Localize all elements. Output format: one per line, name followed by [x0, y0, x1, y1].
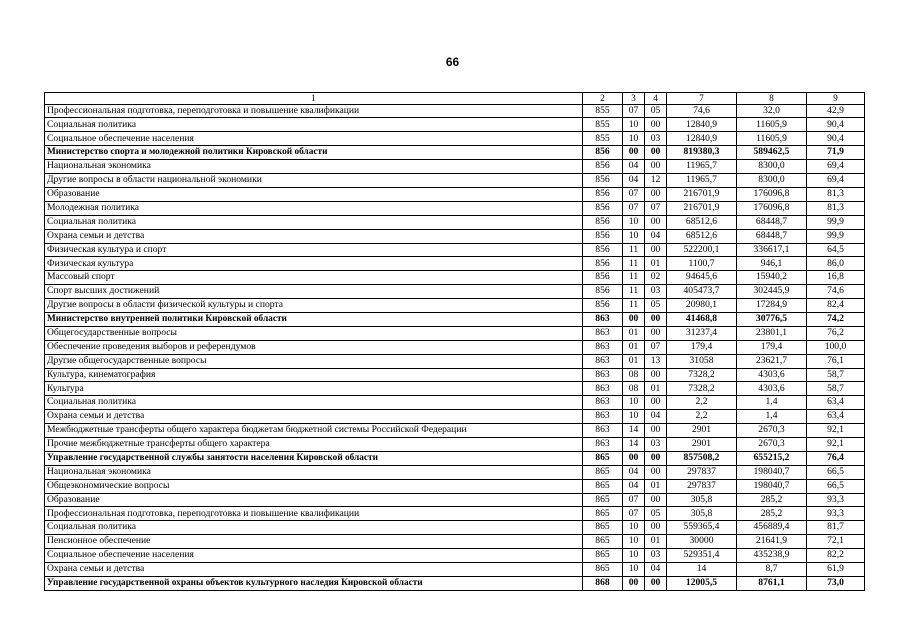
row-code-cell: 865 [583, 479, 623, 493]
row-code-cell: 865 [583, 535, 623, 549]
table-row [45, 382, 865, 396]
row-code-cell: 865 [583, 507, 623, 521]
header-cell: 7 [667, 93, 737, 105]
table-row-department [45, 146, 865, 160]
row-section-cell: 04 [623, 160, 645, 174]
row-actual-cell: 176096,8 [737, 201, 807, 215]
row-section-cell: 01 [623, 340, 645, 354]
table-row [45, 104, 865, 118]
header-cell: 2 [583, 93, 623, 105]
row-actual-cell: 32,0 [737, 104, 807, 118]
row-code-cell: 863 [583, 312, 623, 326]
row-percent-cell: 93,3 [807, 493, 865, 507]
table-row [45, 535, 865, 549]
table-row [45, 507, 865, 521]
table-row [45, 549, 865, 563]
row-section-cell: 07 [623, 187, 645, 201]
row-subsection-cell: 00 [645, 368, 667, 382]
row-section-cell: 11 [623, 271, 645, 285]
row-subsection-cell: 05 [645, 299, 667, 313]
row-plan-cell: 31237,4 [667, 326, 737, 340]
row-name-cell: Культура, кинематография [45, 368, 583, 382]
row-code-cell: 863 [583, 382, 623, 396]
table-row [45, 368, 865, 382]
row-actual-cell: 2670,3 [737, 437, 807, 451]
table-row [45, 465, 865, 479]
row-name-cell: Пенсионное обеспечение [45, 535, 583, 549]
row-section-cell: 04 [623, 174, 645, 188]
row-actual-cell: 68448,7 [737, 215, 807, 229]
table-header-row [45, 93, 865, 105]
row-code-cell: 856 [583, 285, 623, 299]
row-percent-cell: 16,8 [807, 271, 865, 285]
row-actual-cell: 15940,2 [737, 271, 807, 285]
row-subsection-cell: 05 [645, 507, 667, 521]
row-plan-cell: 11965,7 [667, 160, 737, 174]
row-plan-cell: 2,2 [667, 396, 737, 410]
table-row [45, 299, 865, 313]
row-code-cell: 863 [583, 340, 623, 354]
row-name-cell: Общегосударственные вопросы [45, 326, 583, 340]
row-name-cell: Межбюджетные трансферты общего характера бюджетам бюджетной системы Российской Федерации [45, 424, 583, 438]
row-name-cell: Прочие межбюджетные трансферты общего характера [45, 437, 583, 451]
row-code-cell: 863 [583, 410, 623, 424]
row-section-cell: 14 [623, 424, 645, 438]
row-name-cell: Министерство спорта и молодежной политики Кировской области [45, 146, 583, 160]
row-actual-cell: 589462,5 [737, 146, 807, 160]
row-section-cell: 10 [623, 521, 645, 535]
row-name-cell: Национальная экономика [45, 160, 583, 174]
row-code-cell: 856 [583, 243, 623, 257]
row-actual-cell: 4303,6 [737, 368, 807, 382]
row-plan-cell: 297837 [667, 465, 737, 479]
row-code-cell: 856 [583, 187, 623, 201]
row-plan-cell: 74,6 [667, 104, 737, 118]
row-code-cell: 863 [583, 326, 623, 340]
table-row [45, 437, 865, 451]
row-actual-cell: 23621,7 [737, 354, 807, 368]
row-actual-cell: 21641,9 [737, 535, 807, 549]
row-subsection-cell: 03 [645, 549, 667, 563]
row-plan-cell: 68512,6 [667, 229, 737, 243]
row-name-cell: Социальное обеспечение населения [45, 549, 583, 563]
row-percent-cell: 82,2 [807, 549, 865, 563]
row-section-cell: 10 [623, 549, 645, 563]
header-cell: 3 [623, 93, 645, 105]
row-plan-cell: 14 [667, 562, 737, 576]
row-subsection-cell: 04 [645, 562, 667, 576]
row-section-cell: 10 [623, 132, 645, 146]
row-percent-cell: 99,9 [807, 229, 865, 243]
row-subsection-cell: 04 [645, 229, 667, 243]
row-code-cell: 863 [583, 424, 623, 438]
table-row-department [45, 451, 865, 465]
row-actual-cell: 30776,5 [737, 312, 807, 326]
row-percent-cell: 58,7 [807, 382, 865, 396]
row-percent-cell: 99,9 [807, 215, 865, 229]
row-subsection-cell: 00 [645, 576, 667, 590]
row-percent-cell: 66,5 [807, 479, 865, 493]
row-percent-cell: 73,0 [807, 576, 865, 590]
row-section-cell: 14 [623, 437, 645, 451]
row-actual-cell: 8,7 [737, 562, 807, 576]
row-code-cell: 863 [583, 368, 623, 382]
row-actual-cell: 23801,1 [737, 326, 807, 340]
row-code-cell: 863 [583, 437, 623, 451]
row-code-cell: 855 [583, 118, 623, 132]
row-name-cell: Физическая культура [45, 257, 583, 271]
row-actual-cell: 8761,1 [737, 576, 807, 590]
row-subsection-cell: 07 [645, 201, 667, 215]
row-actual-cell: 2670,3 [737, 424, 807, 438]
row-subsection-cell: 03 [645, 132, 667, 146]
row-percent-cell: 90,4 [807, 132, 865, 146]
row-plan-cell: 529351,4 [667, 549, 737, 563]
row-percent-cell: 71,9 [807, 146, 865, 160]
row-code-cell: 865 [583, 521, 623, 535]
budget-table [44, 92, 865, 591]
row-plan-cell: 297837 [667, 479, 737, 493]
table-row [45, 479, 865, 493]
row-plan-cell: 31058 [667, 354, 737, 368]
row-subsection-cell: 04 [645, 410, 667, 424]
row-actual-cell: 285,2 [737, 507, 807, 521]
row-name-cell: Спорт высших достижений [45, 285, 583, 299]
row-section-cell: 10 [623, 118, 645, 132]
row-actual-cell: 8300,0 [737, 174, 807, 188]
table-row [45, 562, 865, 576]
row-name-cell: Обеспечение проведения выборов и референдумов [45, 340, 583, 354]
row-name-cell: Управление государственной охраны объектов культурного наследия Кировской области [45, 576, 583, 590]
row-name-cell: Охрана семьи и детства [45, 562, 583, 576]
row-actual-cell: 946,1 [737, 257, 807, 271]
row-plan-cell: 41468,8 [667, 312, 737, 326]
row-section-cell: 08 [623, 368, 645, 382]
table-row [45, 285, 865, 299]
row-subsection-cell: 00 [645, 521, 667, 535]
row-actual-cell: 11605,9 [737, 132, 807, 146]
row-actual-cell: 1,4 [737, 410, 807, 424]
row-subsection-cell: 00 [645, 451, 667, 465]
row-name-cell: Общеэкономические вопросы [45, 479, 583, 493]
row-section-cell: 01 [623, 354, 645, 368]
row-name-cell: Социальная политика [45, 521, 583, 535]
row-subsection-cell: 00 [645, 465, 667, 479]
row-section-cell: 11 [623, 285, 645, 299]
row-percent-cell: 81,3 [807, 187, 865, 201]
row-plan-cell: 12840,9 [667, 118, 737, 132]
row-subsection-cell: 03 [645, 437, 667, 451]
row-plan-cell: 559365,4 [667, 521, 737, 535]
table-row [45, 354, 865, 368]
row-actual-cell: 198040,7 [737, 465, 807, 479]
row-code-cell: 856 [583, 201, 623, 215]
row-name-cell: Образование [45, 187, 583, 201]
row-section-cell: 07 [623, 493, 645, 507]
header-cell: 8 [737, 93, 807, 105]
table-row [45, 396, 865, 410]
row-subsection-cell: 12 [645, 174, 667, 188]
row-subsection-cell: 00 [645, 160, 667, 174]
table-row [45, 118, 865, 132]
row-subsection-cell: 05 [645, 104, 667, 118]
table-row [45, 243, 865, 257]
row-plan-cell: 30000 [667, 535, 737, 549]
row-actual-cell: 8300,0 [737, 160, 807, 174]
row-percent-cell: 72,1 [807, 535, 865, 549]
row-name-cell: Профессиональная подготовка, переподготовка и повышение квалификации [45, 507, 583, 521]
row-section-cell: 11 [623, 299, 645, 313]
row-percent-cell: 76,1 [807, 354, 865, 368]
row-subsection-cell: 01 [645, 479, 667, 493]
header-cell: 1 [45, 93, 583, 105]
row-name-cell: Социальная политика [45, 215, 583, 229]
row-subsection-cell: 00 [645, 118, 667, 132]
row-actual-cell: 456889,4 [737, 521, 807, 535]
table-row [45, 174, 865, 188]
header-cell: 4 [645, 93, 667, 105]
row-name-cell: Профессиональная подготовка, переподготовка и повышение квалификации [45, 104, 583, 118]
row-actual-cell: 336617,1 [737, 243, 807, 257]
row-section-cell: 10 [623, 229, 645, 243]
row-name-cell: Другие общегосударственные вопросы [45, 354, 583, 368]
row-plan-cell: 405473,7 [667, 285, 737, 299]
row-actual-cell: 11605,9 [737, 118, 807, 132]
row-subsection-cell: 00 [645, 187, 667, 201]
row-actual-cell: 1,4 [737, 396, 807, 410]
row-plan-cell: 1100,7 [667, 257, 737, 271]
row-subsection-cell: 00 [645, 493, 667, 507]
row-subsection-cell: 00 [645, 215, 667, 229]
row-name-cell: Молодежная политика [45, 201, 583, 215]
row-plan-cell: 7328,2 [667, 382, 737, 396]
row-name-cell: Национальная экономика [45, 465, 583, 479]
row-plan-cell: 20980,1 [667, 299, 737, 313]
row-name-cell: Массовый спорт [45, 271, 583, 285]
row-subsection-cell: 00 [645, 312, 667, 326]
row-section-cell: 00 [623, 312, 645, 326]
row-code-cell: 856 [583, 146, 623, 160]
row-section-cell: 07 [623, 507, 645, 521]
row-name-cell: Управление государственной службы занятости населения Кировской области [45, 451, 583, 465]
row-percent-cell: 82,4 [807, 299, 865, 313]
row-percent-cell: 81,7 [807, 521, 865, 535]
row-plan-cell: 7328,2 [667, 368, 737, 382]
row-plan-cell: 216701,9 [667, 187, 737, 201]
row-plan-cell: 305,8 [667, 493, 737, 507]
row-percent-cell: 93,3 [807, 507, 865, 521]
row-percent-cell: 63,4 [807, 396, 865, 410]
table-row [45, 215, 865, 229]
row-actual-cell: 176096,8 [737, 187, 807, 201]
row-percent-cell: 69,4 [807, 160, 865, 174]
row-section-cell: 10 [623, 410, 645, 424]
row-code-cell: 865 [583, 493, 623, 507]
row-subsection-cell: 01 [645, 382, 667, 396]
row-section-cell: 04 [623, 465, 645, 479]
table-row [45, 160, 865, 174]
row-subsection-cell: 02 [645, 271, 667, 285]
row-plan-cell: 819380,3 [667, 146, 737, 160]
row-name-cell: Образование [45, 493, 583, 507]
row-section-cell: 07 [623, 201, 645, 215]
row-code-cell: 865 [583, 562, 623, 576]
row-name-cell: Охрана семьи и детства [45, 410, 583, 424]
row-actual-cell: 68448,7 [737, 229, 807, 243]
row-code-cell: 856 [583, 257, 623, 271]
row-plan-cell: 216701,9 [667, 201, 737, 215]
row-actual-cell: 655215,2 [737, 451, 807, 465]
row-plan-cell: 522200,1 [667, 243, 737, 257]
row-section-cell: 10 [623, 562, 645, 576]
row-plan-cell: 2901 [667, 424, 737, 438]
row-section-cell: 08 [623, 382, 645, 396]
row-code-cell: 856 [583, 174, 623, 188]
table-row-department [45, 576, 865, 590]
row-plan-cell: 2,2 [667, 410, 737, 424]
row-actual-cell: 302445,9 [737, 285, 807, 299]
row-percent-cell: 74,2 [807, 312, 865, 326]
row-section-cell: 01 [623, 326, 645, 340]
row-subsection-cell: 01 [645, 257, 667, 271]
row-actual-cell: 17284,9 [737, 299, 807, 313]
row-name-cell: Социальное обеспечение населения [45, 132, 583, 146]
row-section-cell: 00 [623, 146, 645, 160]
table-row [45, 410, 865, 424]
row-subsection-cell: 01 [645, 535, 667, 549]
row-code-cell: 865 [583, 465, 623, 479]
row-percent-cell: 76,2 [807, 326, 865, 340]
row-subsection-cell: 00 [645, 396, 667, 410]
row-name-cell: Министерство внутренней политики Кировской области [45, 312, 583, 326]
table-row-department [45, 312, 865, 326]
table-row [45, 493, 865, 507]
row-subsection-cell: 00 [645, 424, 667, 438]
row-section-cell: 00 [623, 451, 645, 465]
row-subsection-cell: 00 [645, 243, 667, 257]
row-plan-cell: 68512,6 [667, 215, 737, 229]
row-actual-cell: 285,2 [737, 493, 807, 507]
table-row [45, 340, 865, 354]
row-section-cell: 10 [623, 535, 645, 549]
row-percent-cell: 69,4 [807, 174, 865, 188]
row-actual-cell: 179,4 [737, 340, 807, 354]
table-row [45, 201, 865, 215]
row-code-cell: 856 [583, 229, 623, 243]
row-plan-cell: 857508,2 [667, 451, 737, 465]
row-percent-cell: 76,4 [807, 451, 865, 465]
row-plan-cell: 179,4 [667, 340, 737, 354]
row-plan-cell: 94645,6 [667, 271, 737, 285]
row-name-cell: Социальная политика [45, 396, 583, 410]
row-code-cell: 868 [583, 576, 623, 590]
row-code-cell: 865 [583, 549, 623, 563]
row-percent-cell: 63,4 [807, 410, 865, 424]
row-name-cell: Другие вопросы в области национальной экономики [45, 174, 583, 188]
row-plan-cell: 12005,5 [667, 576, 737, 590]
row-code-cell: 863 [583, 396, 623, 410]
row-percent-cell: 74,6 [807, 285, 865, 299]
row-section-cell: 11 [623, 243, 645, 257]
row-name-cell: Физическая культура и спорт [45, 243, 583, 257]
page-number: 66 [445, 55, 460, 69]
row-percent-cell: 81,3 [807, 201, 865, 215]
table-row [45, 257, 865, 271]
row-section-cell: 10 [623, 396, 645, 410]
row-percent-cell: 100,0 [807, 340, 865, 354]
row-section-cell: 00 [623, 576, 645, 590]
table-row [45, 132, 865, 146]
row-code-cell: 856 [583, 271, 623, 285]
row-actual-cell: 435238,9 [737, 549, 807, 563]
table-row [45, 424, 865, 438]
row-subsection-cell: 00 [645, 326, 667, 340]
row-percent-cell: 66,5 [807, 465, 865, 479]
row-subsection-cell: 03 [645, 285, 667, 299]
row-percent-cell: 90,4 [807, 118, 865, 132]
table-row [45, 326, 865, 340]
row-percent-cell: 92,1 [807, 437, 865, 451]
row-actual-cell: 198040,7 [737, 479, 807, 493]
row-plan-cell: 2901 [667, 437, 737, 451]
row-code-cell: 865 [583, 451, 623, 465]
row-code-cell: 856 [583, 160, 623, 174]
row-name-cell: Социальная политика [45, 118, 583, 132]
row-section-cell: 04 [623, 479, 645, 493]
row-code-cell: 855 [583, 104, 623, 118]
table-row [45, 229, 865, 243]
row-section-cell: 10 [623, 215, 645, 229]
table-row [45, 187, 865, 201]
row-percent-cell: 64,5 [807, 243, 865, 257]
row-percent-cell: 58,7 [807, 368, 865, 382]
row-name-cell: Культура [45, 382, 583, 396]
row-plan-cell: 12840,9 [667, 132, 737, 146]
row-percent-cell: 86,0 [807, 257, 865, 271]
table-row [45, 521, 865, 535]
row-subsection-cell: 13 [645, 354, 667, 368]
row-plan-cell: 305,8 [667, 507, 737, 521]
row-code-cell: 855 [583, 132, 623, 146]
row-name-cell: Охрана семьи и детства [45, 229, 583, 243]
table-row [45, 271, 865, 285]
row-actual-cell: 4303,6 [737, 382, 807, 396]
row-section-cell: 11 [623, 257, 645, 271]
row-percent-cell: 42,9 [807, 104, 865, 118]
header-cell: 9 [807, 93, 865, 105]
row-code-cell: 856 [583, 215, 623, 229]
row-code-cell: 856 [583, 299, 623, 313]
row-section-cell: 07 [623, 104, 645, 118]
row-code-cell: 863 [583, 354, 623, 368]
row-percent-cell: 61,9 [807, 562, 865, 576]
row-name-cell: Другие вопросы в области физической культуры и спорта [45, 299, 583, 313]
row-subsection-cell: 00 [645, 146, 667, 160]
row-plan-cell: 11965,7 [667, 174, 737, 188]
row-percent-cell: 92,1 [807, 424, 865, 438]
row-subsection-cell: 07 [645, 340, 667, 354]
